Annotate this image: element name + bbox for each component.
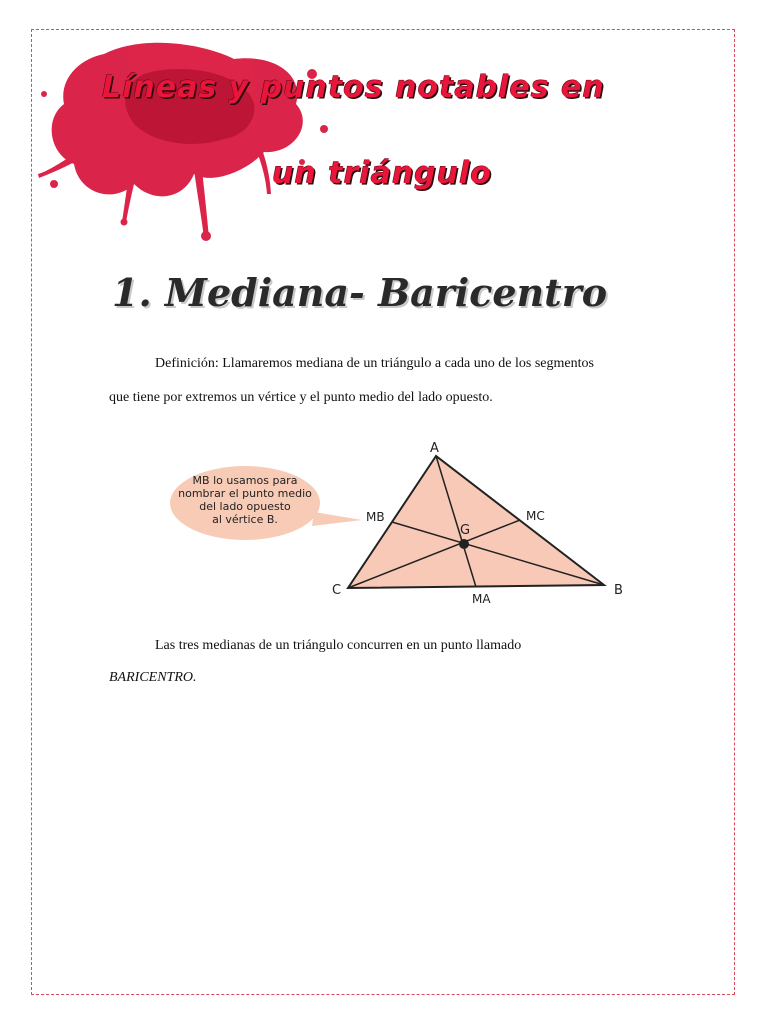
label-midpoint-mc: MC [526,509,545,523]
document-title-line-1: Líneas y puntos notables en [102,70,605,105]
definition-line-2: que tiene por extremos un vértice y el punto medio del lado opuesto. [109,390,493,405]
triangle-abc [348,456,604,588]
label-vertex-c: C [332,583,342,598]
bubble-line-4: al vértice B. [212,513,278,526]
label-vertex-b: B [614,583,623,598]
bubble-line-1: MB lo usamos para [192,474,298,487]
definition-line-1: Definición: Llamaremos mediana de un triángulo a cada uno de los segmentos [155,356,594,371]
label-vertex-a: A [430,441,439,456]
label-centroid-g: G [460,523,471,538]
bubble-pointer [312,512,362,526]
conclusion-line-1: Las tres medianas de un triángulo concurren en un punto llamado [155,638,522,653]
median-triangle-figure [152,420,632,625]
centroid-point [459,539,469,549]
conclusion-line-2: BARICENTRO. [109,670,197,685]
triangle-diagram [152,420,632,625]
bubble-line-3: del lado opuesto [199,500,291,513]
document-title-line-2: un triángulo [272,156,492,191]
label-midpoint-mb: MB [366,510,385,524]
bubble-line-2: nombrar el punto medio [178,487,312,500]
paint-splash-decoration [34,34,354,244]
section-heading: 1. Mediana- Baricentro [112,270,608,315]
label-midpoint-ma: MA [472,592,491,606]
